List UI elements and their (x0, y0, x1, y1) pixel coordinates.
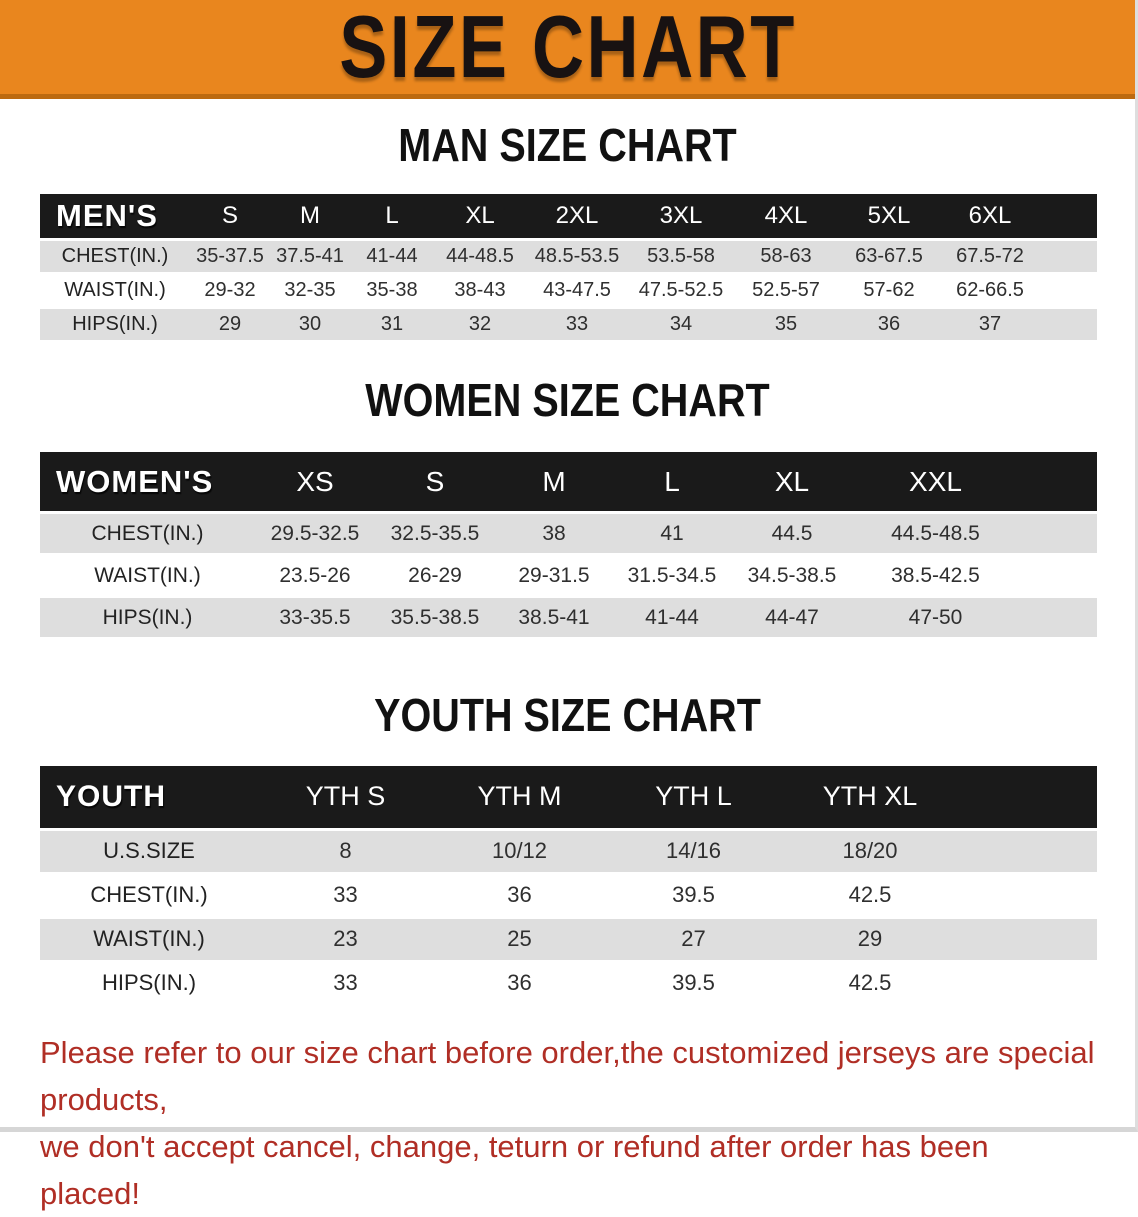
size-value-cell: 39.5 (606, 875, 781, 916)
size-column-header: 2XL (526, 194, 628, 238)
size-value-cell: 42.5 (781, 963, 959, 1004)
content (0, 120, 1135, 1007)
spacer-cell (1040, 309, 1097, 340)
size-table-header-row (40, 194, 1097, 238)
spacer-cell (1040, 241, 1097, 272)
spacer-cell (1018, 452, 1097, 511)
size-value-cell: 32-35 (270, 275, 350, 306)
size-value-cell: 34 (628, 309, 734, 340)
size-value-cell: 53.5-58 (628, 241, 734, 272)
size-value-cell: 41-44 (350, 241, 434, 272)
size-column-header: M (495, 452, 613, 511)
banner (0, 0, 1135, 99)
size-value-cell: 33 (526, 309, 628, 340)
row-label: CHEST(IN.) (40, 875, 258, 916)
size-column-header: 6XL (940, 194, 1040, 238)
measurement-row (40, 963, 1097, 1004)
youth-section-heading: YOUTH SIZE CHART (374, 689, 761, 742)
size-value-cell: 42.5 (781, 875, 959, 916)
size-column-header: S (375, 452, 495, 511)
size-value-cell: 35.5-38.5 (375, 598, 495, 637)
measurement-row (40, 241, 1097, 272)
size-value-cell: 47-50 (853, 598, 1018, 637)
size-column-header: XXL (853, 452, 1018, 511)
size-column-header: XL (434, 194, 526, 238)
size-value-cell: 58-63 (734, 241, 838, 272)
size-column-header: 5XL (838, 194, 940, 238)
size-value-cell: 35 (734, 309, 838, 340)
size-value-cell: 44.5-48.5 (853, 514, 1018, 553)
size-value-cell: 44.5 (731, 514, 853, 553)
size-value-cell: 23 (258, 919, 433, 960)
spacer-cell (1040, 194, 1097, 238)
size-value-cell: 38.5-42.5 (853, 556, 1018, 595)
size-value-cell: 29-32 (190, 275, 270, 306)
size-value-cell: 41-44 (613, 598, 731, 637)
spacer-cell (1018, 598, 1097, 637)
spacer-cell (1018, 514, 1097, 553)
size-value-cell: 37 (940, 309, 1040, 340)
disclaimer (40, 1029, 1097, 1217)
spacer-cell (959, 831, 1097, 872)
size-value-cell: 39.5 (606, 963, 781, 1004)
women-size-section (0, 375, 1135, 641)
size-column-header: 4XL (734, 194, 838, 238)
size-value-cell: 44-47 (731, 598, 853, 637)
row-label: CHEST(IN.) (40, 241, 190, 272)
size-column-header: YTH L (606, 766, 781, 828)
size-value-cell: 62-66.5 (940, 275, 1040, 306)
measurement-row (40, 919, 1097, 960)
size-value-cell: 63-67.5 (838, 241, 940, 272)
size-value-cell: 31 (350, 309, 434, 340)
women-section-heading: WOMEN SIZE CHART (365, 373, 770, 426)
row-label: U.S.SIZE (40, 831, 258, 872)
youth-table-title: YOUTH (40, 766, 258, 828)
size-value-cell: 38 (495, 514, 613, 553)
row-label: WAIST(IN.) (40, 275, 190, 306)
row-label: WAIST(IN.) (40, 919, 258, 960)
men-size-section (0, 120, 1135, 343)
size-table-header-row (40, 766, 1097, 828)
youth-size-table (40, 763, 1097, 1007)
women-size-table (40, 449, 1097, 640)
size-value-cell: 10/12 (433, 831, 606, 872)
size-value-cell: 14/16 (606, 831, 781, 872)
size-value-cell: 41 (613, 514, 731, 553)
size-value-cell: 47.5-52.5 (628, 275, 734, 306)
size-value-cell: 43-47.5 (526, 275, 628, 306)
size-column-header: XS (255, 452, 375, 511)
size-value-cell: 18/20 (781, 831, 959, 872)
size-value-cell: 37.5-41 (270, 241, 350, 272)
size-column-header: L (350, 194, 434, 238)
row-label: WAIST(IN.) (40, 556, 255, 595)
size-table-header-row (40, 452, 1097, 511)
size-value-cell: 52.5-57 (734, 275, 838, 306)
size-value-cell: 67.5-72 (940, 241, 1040, 272)
spacer-cell (1018, 556, 1097, 595)
size-value-cell: 57-62 (838, 275, 940, 306)
size-value-cell: 27 (606, 919, 781, 960)
size-column-header: L (613, 452, 731, 511)
size-value-cell: 36 (838, 309, 940, 340)
size-column-header: 3XL (628, 194, 734, 238)
size-value-cell: 35-38 (350, 275, 434, 306)
row-label: HIPS(IN.) (40, 309, 190, 340)
size-value-cell: 32.5-35.5 (375, 514, 495, 553)
spacer-cell (959, 919, 1097, 960)
size-value-cell: 29-31.5 (495, 556, 613, 595)
disclaimer-line-2: we don't accept cancel, change, teturn or refund after order has been placed! (40, 1129, 989, 1212)
size-value-cell: 8 (258, 831, 433, 872)
spacer-cell (1040, 275, 1097, 306)
measurement-row (40, 309, 1097, 340)
size-value-cell: 29 (781, 919, 959, 960)
size-value-cell: 25 (433, 919, 606, 960)
spacer-cell (959, 766, 1097, 828)
measurement-row (40, 831, 1097, 872)
youth-size-section (0, 690, 1135, 1007)
size-value-cell: 29 (190, 309, 270, 340)
men-section-heading: MAN SIZE CHART (398, 119, 737, 171)
row-label: CHEST(IN.) (40, 514, 255, 553)
size-column-header: YTH S (258, 766, 433, 828)
spacer-cell (959, 875, 1097, 916)
size-value-cell: 33-35.5 (255, 598, 375, 637)
size-value-cell: 31.5-34.5 (613, 556, 731, 595)
banner-title: SIZE CHART (338, 0, 797, 96)
size-value-cell: 35-37.5 (190, 241, 270, 272)
size-value-cell: 33 (258, 963, 433, 1004)
size-column-header: YTH M (433, 766, 606, 828)
measurement-row (40, 598, 1097, 637)
size-value-cell: 38.5-41 (495, 598, 613, 637)
measurement-row (40, 556, 1097, 595)
size-value-cell: 26-29 (375, 556, 495, 595)
measurement-row (40, 875, 1097, 916)
size-value-cell: 48.5-53.5 (526, 241, 628, 272)
size-value-cell: 30 (270, 309, 350, 340)
size-value-cell: 23.5-26 (255, 556, 375, 595)
size-value-cell: 29.5-32.5 (255, 514, 375, 553)
row-label: HIPS(IN.) (40, 963, 258, 1004)
men-size-table (40, 191, 1097, 343)
size-value-cell: 44-48.5 (434, 241, 526, 272)
size-value-cell: 36 (433, 963, 606, 1004)
size-column-header: XL (731, 452, 853, 511)
size-column-header: M (270, 194, 350, 238)
size-column-header: S (190, 194, 270, 238)
men-table-title: MEN'S (40, 194, 190, 238)
size-value-cell: 36 (433, 875, 606, 916)
disclaimer-line-1: Please refer to our size chart before order,the customized jerseys are special products, (40, 1034, 1095, 1117)
size-value-cell: 34.5-38.5 (731, 556, 853, 595)
size-value-cell: 32 (434, 309, 526, 340)
measurement-row (40, 275, 1097, 306)
size-value-cell: 33 (258, 875, 433, 916)
measurement-row (40, 514, 1097, 553)
spacer-cell (959, 963, 1097, 1004)
row-label: HIPS(IN.) (40, 598, 255, 637)
size-value-cell: 38-43 (434, 275, 526, 306)
women-table-title: WOMEN'S (40, 452, 255, 511)
size-column-header: YTH XL (781, 766, 959, 828)
